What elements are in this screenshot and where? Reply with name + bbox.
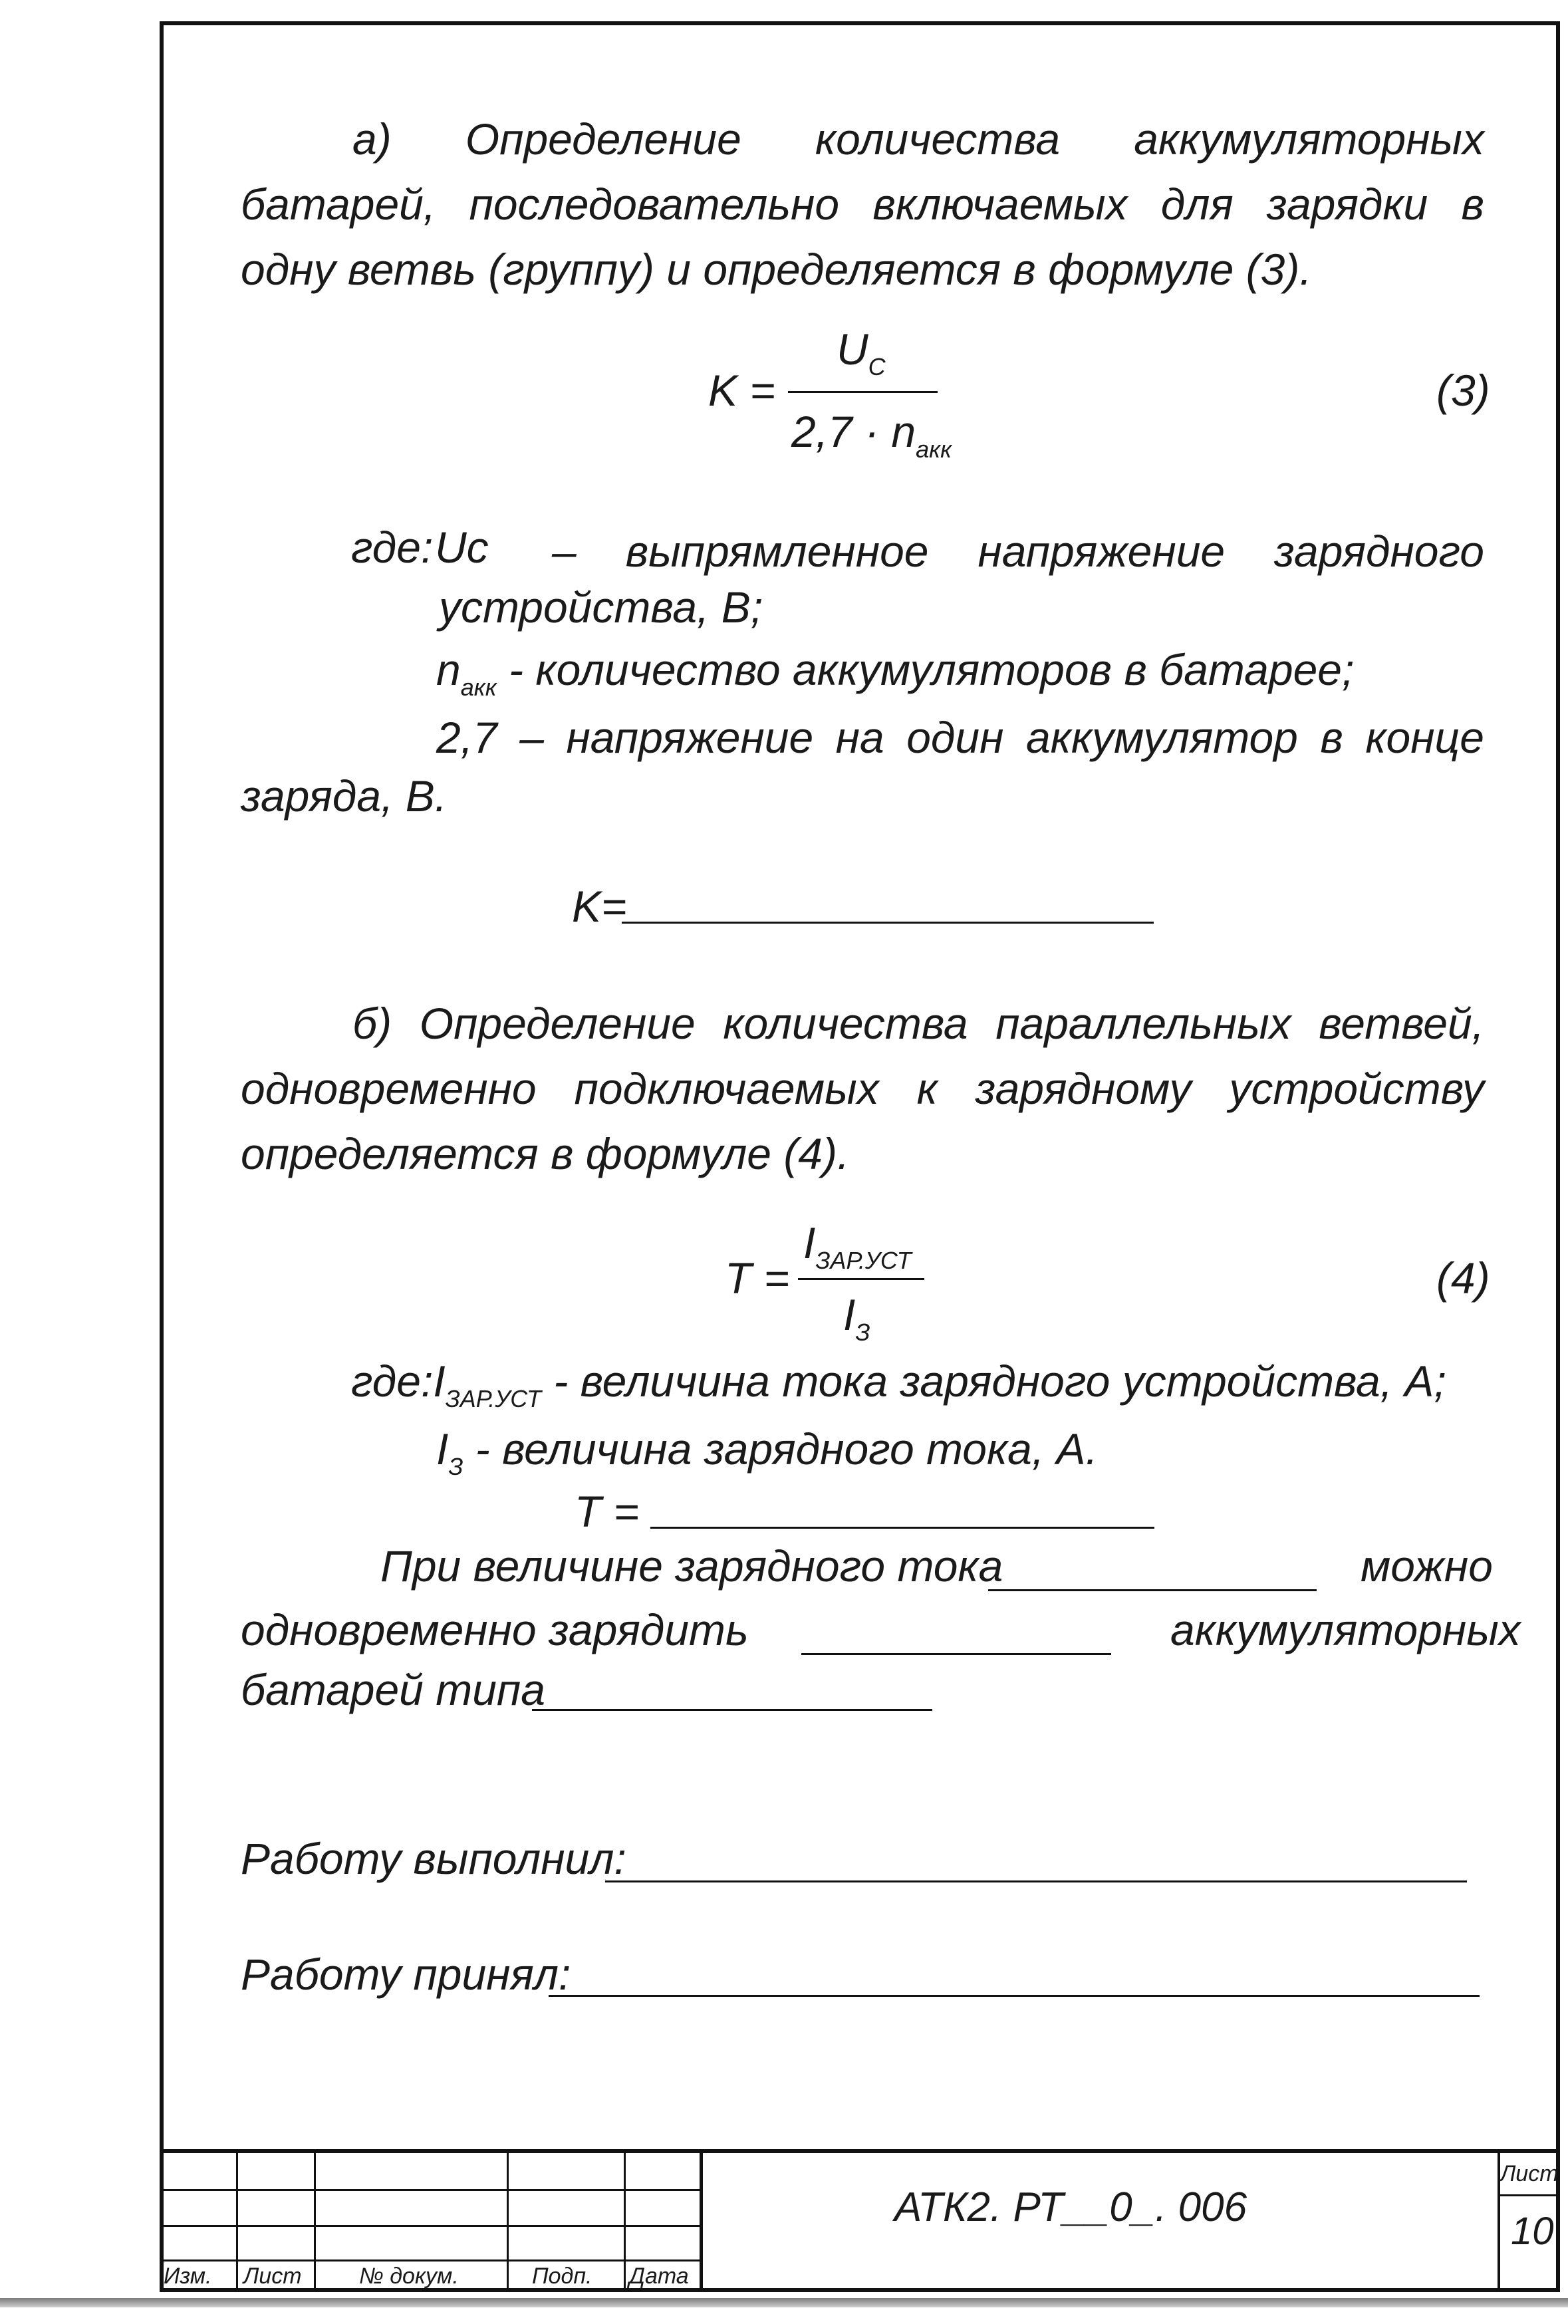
def-iz: $I_З$ - величина зарядного тока, А. xyxy=(436,1424,1098,1480)
t-result-label: T = xyxy=(575,1487,640,1536)
tb-grid-h3 xyxy=(160,2259,700,2261)
tb-grid-v1 xyxy=(236,2149,238,2292)
def-27-line1: 2,7 – напряжение на один аккумулятор в конце xyxy=(436,713,1484,762)
k-result-label: K= xyxy=(572,882,627,931)
page-bottom-edge xyxy=(0,2298,1568,2307)
battery-count-blank[interactable] xyxy=(801,1653,1111,1655)
tb-col-podp: Подп. xyxy=(532,2263,592,2289)
t-result-blank[interactable] xyxy=(650,1527,1154,1529)
tb-grid-v3 xyxy=(507,2149,509,2292)
tb-grid-v2 xyxy=(314,2149,316,2292)
formula-3-fraction-bar xyxy=(788,391,938,393)
conclusion-line1-end: можно xyxy=(1361,1541,1493,1591)
conclusion-line2-start: одновременно зарядить xyxy=(241,1605,749,1654)
tb-col-izm: Изм. xyxy=(164,2263,212,2289)
done-by-blank[interactable] xyxy=(605,1880,1467,1882)
accepted-by-label: Работу принял: xyxy=(241,1950,571,1999)
formula-4-number: (4) xyxy=(1436,1253,1490,1303)
tb-col-list: Лист xyxy=(243,2263,302,2289)
def-nakk: $n_{акк}$ - количество аккумуляторов в батарее; xyxy=(436,645,1355,701)
def-uc-text-line2: устройства, В; xyxy=(439,582,763,632)
formula-3-numerator: $U_C$ xyxy=(837,324,886,380)
document-code: АТК2. РТ__0_. 006 xyxy=(894,2184,1247,2230)
formula-3-number: (3) xyxy=(1436,366,1490,415)
accepted-by-blank[interactable] xyxy=(549,1995,1480,1997)
tb-grid-h1 xyxy=(160,2189,700,2191)
title-block-top-line xyxy=(160,2149,1560,2153)
section-b-paragraph: б) Определение количества параллельных ветвей, одновременно подключаемых к зарядному устройству определяется в формуле (4). xyxy=(241,999,1484,1178)
charge-current-blank[interactable] xyxy=(988,1589,1317,1591)
tb-grid-v5 xyxy=(700,2149,703,2292)
tb-sheet-h xyxy=(1498,2194,1560,2196)
conclusion-line1-start: При величине зарядного тока xyxy=(380,1541,1003,1591)
formula-4-lhs: T = xyxy=(725,1253,790,1303)
formula-3-denominator: $2,7 \cdot n_{акк}$ xyxy=(791,407,952,463)
def-uc-symbol: Uc xyxy=(435,523,489,572)
formula-4-numerator: $I_{ЗАР.УСТ}$ xyxy=(803,1218,912,1274)
formula-3-lhs: K = xyxy=(708,366,775,415)
tb-sheet-label: Лист xyxy=(1500,2161,1559,2186)
tb-col-doc: № докум. xyxy=(359,2263,459,2289)
conclusion-line3-start: батарей типа xyxy=(241,1665,545,1714)
formula-4-denominator: $I_З$ xyxy=(843,1290,870,1346)
where-label-a: где: xyxy=(351,523,434,572)
tb-grid-v4 xyxy=(624,2149,626,2292)
def-27-line2: заряда, В. xyxy=(241,771,448,821)
def-izar: $где:I_{ЗАР.УСТ}$ - величина тока зарядного устройства, А; xyxy=(351,1356,1446,1412)
k-result-blank[interactable] xyxy=(622,922,1154,924)
battery-type-blank[interactable] xyxy=(532,1709,932,1711)
done-by-label: Работу выполнил: xyxy=(241,1834,626,1883)
tb-grid-h2 xyxy=(160,2225,700,2227)
def-uc-text-line1: – выпрямленное напряжение зарядного xyxy=(552,527,1484,576)
conclusion-line2-end: аккумуляторных xyxy=(1170,1605,1521,1654)
section-a-paragraph: а) Определение количества аккумуляторных батарей, последовательно включаемых для зарядки в одну ветвь (группу) и определяется в формуле (3). xyxy=(241,114,1484,294)
tb-col-date: Дата xyxy=(629,2263,689,2289)
formula-4-fraction-bar xyxy=(798,1278,924,1280)
sheet-number: 10 xyxy=(1511,2210,1554,2253)
